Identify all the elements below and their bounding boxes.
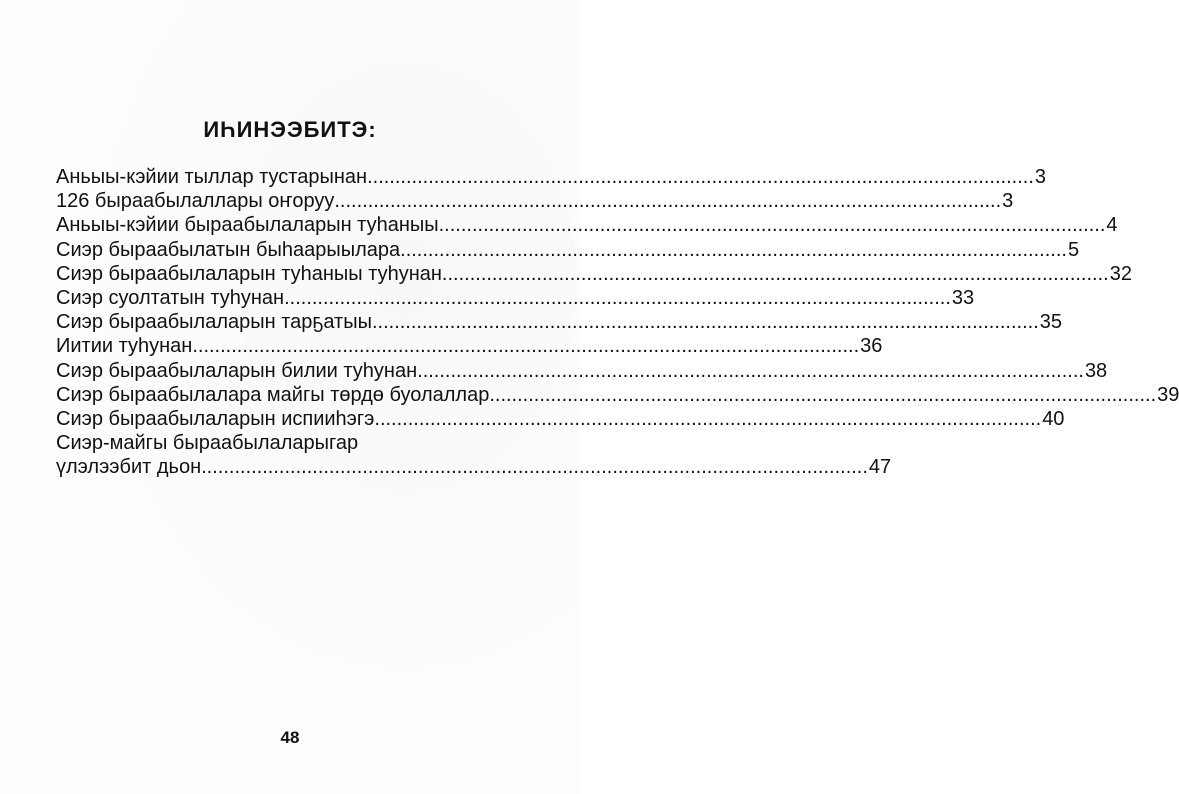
toc-entry-title: Сиэр быраабылаларын тарҕатыы <box>56 311 372 334</box>
toc-entry <box>56 286 975 310</box>
toc-entry-page: 5 <box>1067 238 1080 261</box>
toc-entry-page: 36 <box>860 335 883 358</box>
toc-entry-page: 40 <box>1042 407 1065 430</box>
toc-entry-multiline-first <box>56 431 552 455</box>
toc-entry-title: Сиэр быраабылаларын туһаныы туһунан <box>56 262 442 285</box>
toc-dot-leader: ........................................................................................................................ <box>367 166 1034 188</box>
toc-entry-multiline-second <box>56 455 892 479</box>
table-of-contents <box>56 165 1179 479</box>
toc-entry <box>56 262 1132 286</box>
toc-dot-leader: ........................................................................................................................ <box>374 407 1042 430</box>
toc-dot-leader: ........................................................................................................................ <box>400 238 1067 261</box>
toc-entry-page: 38 <box>1084 359 1108 382</box>
toc-entry-page: 33 <box>951 286 975 309</box>
toc-dot-leader: ........................................................................................................................ <box>334 190 1002 213</box>
toc-entry-page: 47 <box>868 456 892 479</box>
toc-dot-leader: ........................................................................................................................ <box>284 286 951 309</box>
contents-heading: ИҺИНЭЭБИТЭ: <box>203 117 377 142</box>
toc-entry-title: Аньыы-кэйии быраабылаларын туһаныы <box>56 214 439 237</box>
toc-entry <box>56 310 1063 334</box>
toc-entry <box>56 189 1014 213</box>
toc-entry-title: Сиэр быраабылалара майгы төрдө буолаллар <box>56 383 490 406</box>
toc-dot-leader: ........................................................................................................................ <box>417 359 1084 382</box>
toc-dot-leader: ........................................................................................................................ <box>192 335 860 358</box>
toc-entry-title: Сиэр быраабылатын быһаарыылара <box>56 238 401 261</box>
page-number: 48 <box>280 728 300 747</box>
toc-entry-title: 126 быраабылаллары оҥоруу <box>56 190 335 213</box>
toc-dot-leader: ........................................................................................................................ <box>441 262 1109 285</box>
toc-entry-title: Сиэр суолтатын туһунан <box>56 286 285 309</box>
toc-entry <box>56 213 1118 237</box>
toc-entry-page: 39 <box>1157 383 1179 406</box>
toc-entry-title-line2: үлэлээбит дьон <box>56 456 202 479</box>
toc-dot-leader: ........................................................................................................................ <box>201 456 868 479</box>
toc-entry-page: 4 <box>1106 214 1118 237</box>
toc-dot-leader: ........................................................................................................................ <box>371 311 1039 334</box>
toc-entry-page: 3 <box>1002 190 1014 213</box>
toc-entry <box>56 383 1179 407</box>
toc-entry-title: Сиэр быраабылаларын билии туһунан <box>56 359 418 382</box>
toc-entry-title: Иитии туһунан <box>56 335 193 358</box>
toc-entry-title: Аньыы-кэйии тыллар тустарынан <box>56 166 368 188</box>
toc-entry-page: 35 <box>1039 311 1063 334</box>
toc-entry <box>56 238 1080 262</box>
toc-dot-leader: ........................................................................................................................ <box>438 214 1106 237</box>
toc-entry-title: Сиэр быраабылаларын испииһэгэ <box>56 407 375 430</box>
toc-dot-leader: ........................................................................................................................ <box>489 383 1157 406</box>
toc-entry-title-line1: Сиэр-майгы быраабылаларыгар <box>56 432 359 455</box>
toc-entry-page: 32 <box>1109 262 1132 285</box>
toc-entry <box>56 407 1065 431</box>
toc-entry <box>56 359 1108 383</box>
toc-entry <box>56 334 883 358</box>
toc-entry <box>56 165 1046 189</box>
toc-entry-page: 3 <box>1034 166 1046 188</box>
